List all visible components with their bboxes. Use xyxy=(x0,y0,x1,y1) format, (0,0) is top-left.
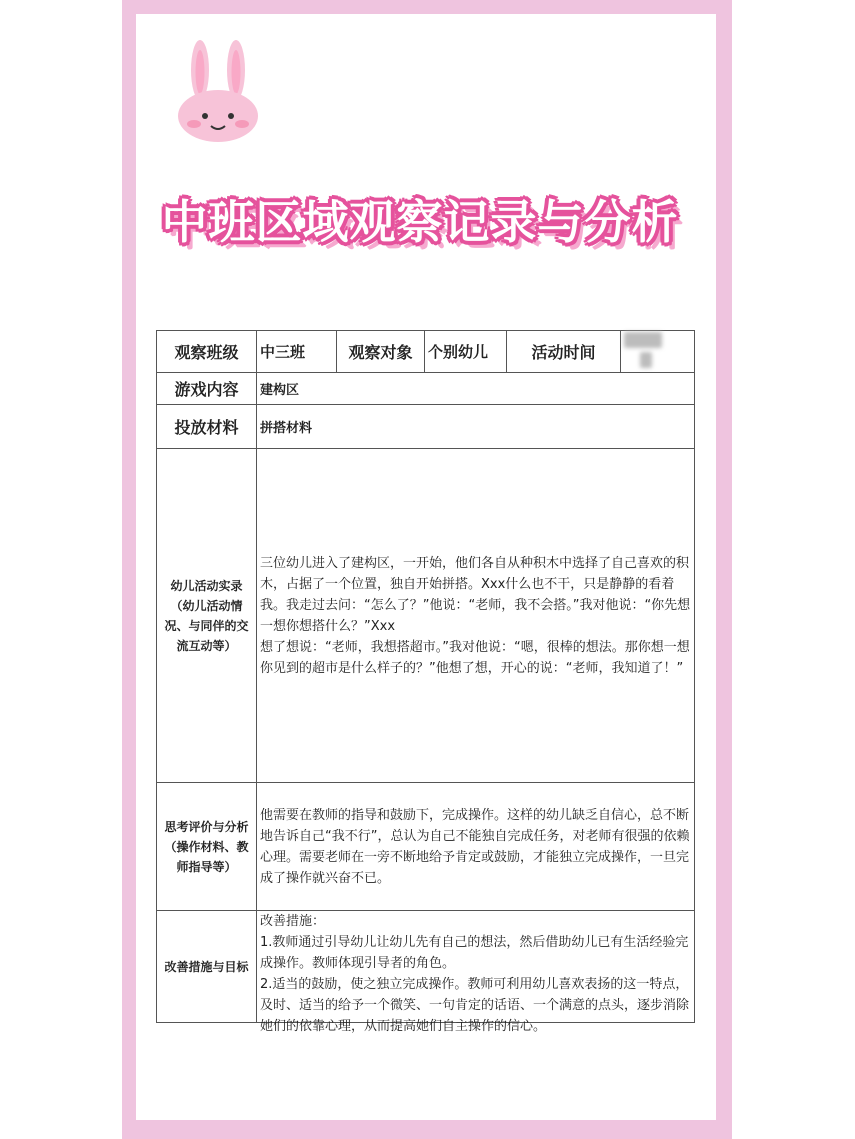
time-label: 活动时间 xyxy=(507,331,621,373)
table-row xyxy=(157,783,695,911)
material-value: 拼搭材料 xyxy=(257,405,695,449)
record-label: 幼儿活动实录 （幼儿活动情况、与同伴的交流互动等） xyxy=(157,449,257,783)
class-value: 中三班 xyxy=(257,331,337,373)
material-label: 投放材料 xyxy=(157,405,257,449)
page-title: 中班区域观察记录与分析 xyxy=(161,195,679,249)
observation-table xyxy=(156,330,695,1034)
table-row xyxy=(157,331,695,373)
improve-text: 改善措施： 1.教师通过引导幼儿让幼儿先有自己的想法，然后借助幼儿已有生活经验完成操作。教师体现引导者的角色。 2.适当的鼓励，使之独立完成操作。教师可利用幼儿喜欢表扬的这一特点，及时、适当的给予一个微笑、一句肯定的话语、一个满意的点头，逐步消除她们的依靠心理，从而提高她们自主操作的信心。 xyxy=(260,914,690,1034)
game-value: 建构区 xyxy=(257,373,695,405)
table-row xyxy=(157,449,695,783)
game-label: 游戏内容 xyxy=(157,373,257,405)
table-row xyxy=(157,373,695,405)
left-margin xyxy=(0,0,122,1139)
subject-label: 观察对象 xyxy=(337,331,425,373)
table-row xyxy=(157,405,695,449)
analysis-label: 思考评价与分析 （操作材料、教师指导等） xyxy=(157,783,257,911)
table-row xyxy=(157,911,695,1023)
right-margin xyxy=(732,0,855,1139)
class-label: 观察班级 xyxy=(157,331,257,373)
improve-label: 改善措施与目标 xyxy=(157,911,257,1023)
bunny-icon xyxy=(172,38,264,144)
subject-value: 个别幼儿 xyxy=(425,331,507,373)
analysis-text: 他需要在教师的指导和鼓励下，完成操作。这样的幼儿缺乏自信心，总不断地告诉自己“我不行”，总认为自己不能独自完成任务，对老师有很强的依赖心理。需要老师在一旁不断地给予肯定或鼓励，才能独立完成操作，一旦完成了操作就兴奋不已。 xyxy=(257,783,695,911)
time-value-redacted xyxy=(621,331,695,373)
record-text: 三位幼儿进入了建构区，一开始，他们各自从种积木中选择了自己喜欢的积木，占据了一个位置，独自开始拼搭。Xxx什么也不干，只是静静的看着我。我走过去问：“怎么了？”他说：“老师，我不会搭。”我对他说：“你先想一想你想搭什么？”Xxx 想了想说：“老师，我想搭超市。”我对他说：“嗯，很棒的想法。那你想一想你见到的超市是什么样子的？”他想了想，开心的说：“老师，我知道了！” xyxy=(257,449,695,783)
